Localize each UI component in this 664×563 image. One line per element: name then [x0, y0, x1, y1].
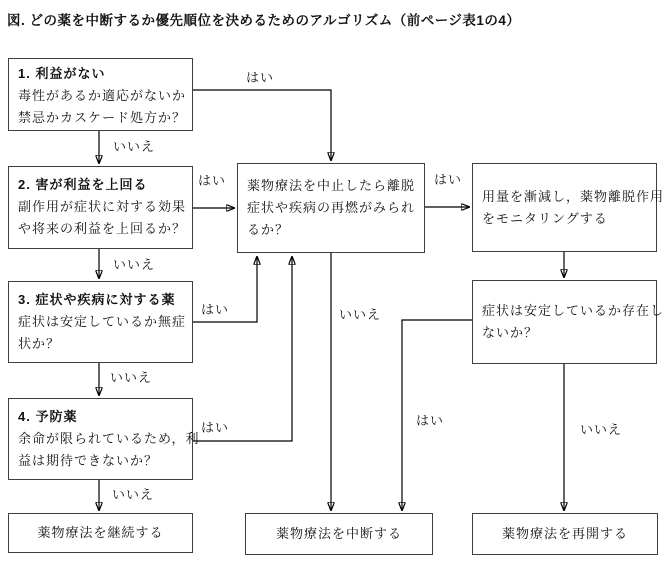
node-text: ないか？ [482, 325, 539, 340]
node-text: 薬物療法を再開する [501, 526, 628, 541]
edge-label-no: いいえ [110, 370, 153, 385]
edge-label-yes: はい [201, 302, 230, 317]
node-continue-therapy [8, 513, 193, 553]
edge-label-yes: はい [246, 70, 275, 85]
edge-label-no: いいえ [113, 257, 156, 272]
node-symptom-disease-drug [8, 281, 193, 363]
node-text: 薬物療法を中止したら離脱 [247, 178, 416, 193]
node-text: 症状や疾病の再燃がみられ [247, 200, 416, 215]
node-text: 薬物療法を中断する [275, 526, 402, 541]
edge-q1-yes [193, 90, 331, 160]
node-heading: 4. 予防薬 [18, 409, 78, 424]
node-heading: 3. 症状や疾病に対する薬 [18, 292, 176, 307]
node-heading: 2. 害が利益を上回る [18, 177, 148, 192]
edge-label-yes: はい [198, 173, 227, 188]
node-text: 状か？ [18, 336, 61, 351]
edge-label-yes: はい [201, 420, 230, 435]
node-text: 毒性があるか適応がないか [18, 88, 187, 103]
node-taper-monitor [472, 163, 664, 252]
edge-label-no: いいえ [113, 139, 156, 154]
node-text: や将来の利益を上回るか？ [18, 221, 187, 236]
edge-label-no: いいえ [112, 487, 155, 502]
edge-label-no: いいえ [339, 307, 382, 322]
node-text: をモニタリングする [482, 210, 608, 226]
edge-label-yes: はい [416, 413, 445, 428]
node-text: 症状は安定しているか存在し [482, 303, 664, 318]
node-harm-outweighs-benefit [8, 166, 193, 249]
node-no-benefit [8, 58, 193, 131]
node-text: 余命が限られているため，利 [18, 431, 200, 446]
node-text: るか？ [247, 222, 290, 237]
node-restart-therapy [472, 513, 658, 555]
node-withdrawal-check [237, 163, 425, 253]
edge-label-no: いいえ [580, 422, 623, 437]
node-text: 薬物療法を継続する [37, 525, 164, 540]
node-stable-check [472, 280, 664, 364]
node-heading: 1. 利益がない [18, 66, 106, 81]
node-discontinue-therapy [245, 513, 433, 555]
edge-label-yes: はい [434, 172, 463, 187]
node-text: 用量を漸減し，薬物離脱作用 [482, 188, 664, 204]
node-text: 副作用が症状に対する効果 [18, 199, 187, 214]
node-preventive-drug [8, 398, 200, 480]
edge-q4-yes [192, 257, 292, 441]
node-text: 症状は安定しているか無症 [18, 314, 187, 329]
node-text: 禁忌かカスケード処方か？ [18, 110, 187, 125]
figure-title: 図. どの薬を中断するか優先順位を決めるためのアルゴリズム（前ページ表1の4） [7, 13, 521, 28]
node-text: 益は期待できないか？ [18, 453, 159, 468]
